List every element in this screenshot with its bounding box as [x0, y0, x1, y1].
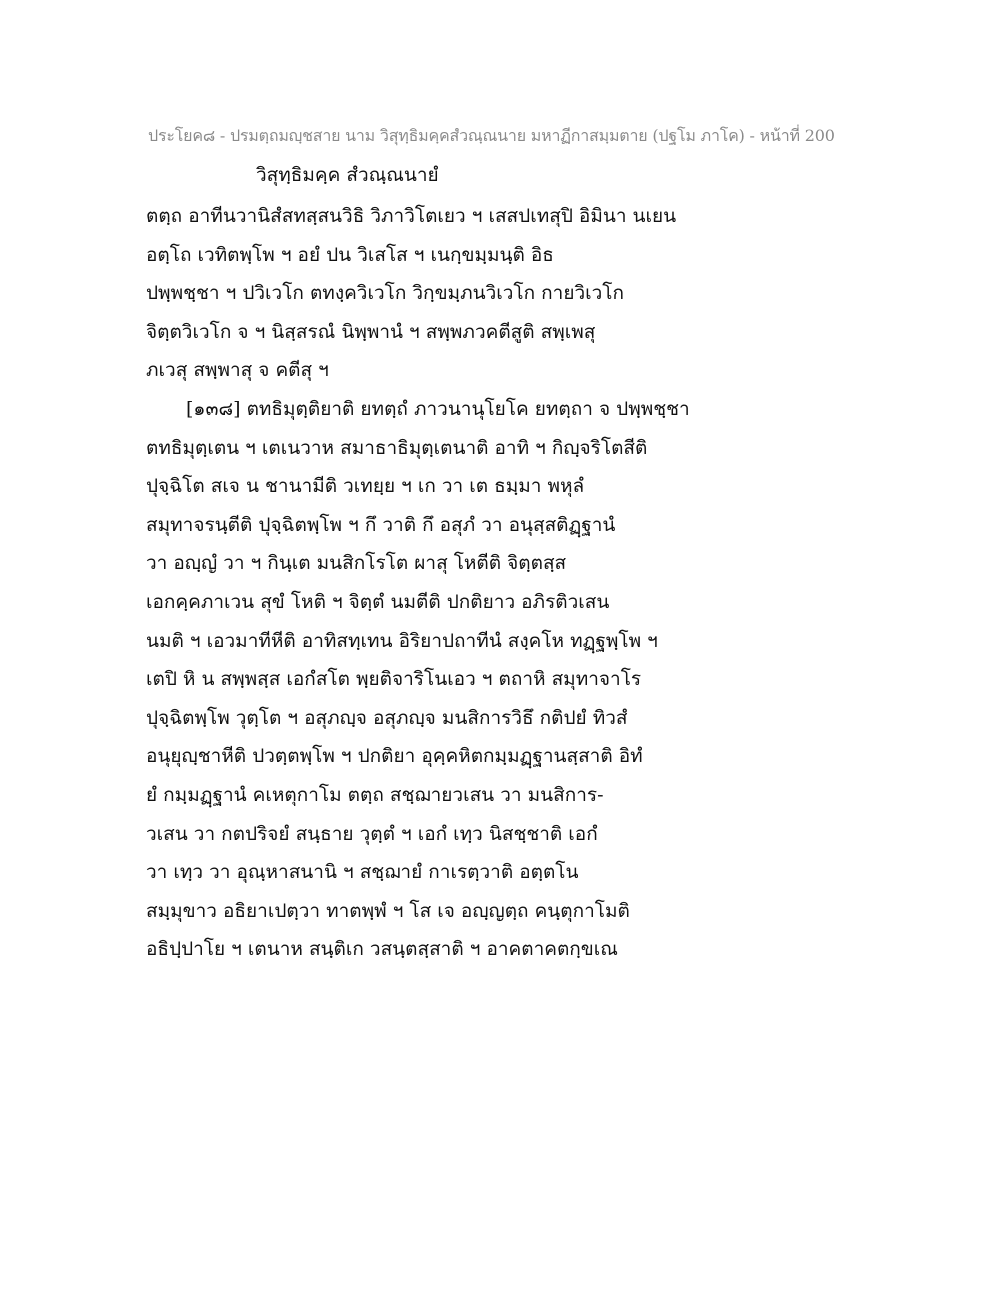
text-line: ปุจฺฉิโต สเจ น ชานามีติ วเทยฺย ฯ เก วา เต ธมฺมา พหุลํ — [146, 475, 585, 498]
text-line: ตทธิมุตฺเตน ฯ เตเนวาห สมาธาธิมุตฺเตนาติ อาทิ ฯ กิญฺจริโตสีติ — [146, 436, 648, 459]
text-line: วา เทฺว วา อุณฺหาสนานิ ฯ สชฺฌายํ กาเรตฺวาติ อตฺตโน — [146, 861, 579, 884]
text-line: ยํ กมฺมฏฺฐานํ คเหตุกาโม ตตฺถ สชฺฌายวเสน วา มนสิการ- — [146, 783, 604, 806]
text-line: สมุทาจรนฺตีติ ปุจฺฉิตพฺโพ ฯ กึ วาติ กึ อสุภํ วา อนุสฺสติฏฺฐานํ — [146, 513, 616, 536]
text-line: ปพฺพชฺชา ฯ ปวิเวโก ตทงฺควิเวโก วิกฺขมฺภนวิเวโก กายวิเวโก — [146, 282, 625, 305]
text-line: อธิปฺปาโย ฯ เตนาห สนฺติเก วสนฺตสฺสาติ ฯ อาคตาคตกฺขเณ — [146, 938, 618, 961]
text-line: วา อญฺญํ วา ฯ กินฺเต มนสิกโรโต ผาสุ โหตีติ จิตฺตสฺส — [146, 552, 567, 575]
text-line: ตตฺถ อาทีนวานิสํสทสฺสนวิธิ วิภาวิโตเยว ฯ เสสปเทสุปิ อิมินา นเยน — [146, 205, 677, 227]
text-line: นมติ ฯ เอวมาทีหีติ อาทิสทฺเทน อิริยาปถาทีนํ สงฺคโห ทฏฺฐพฺโพ ฯ — [146, 629, 658, 652]
text-line: สมฺมุขาว อธิยาเปตฺวา ทาตพฺพํ ฯ โส เจ อญฺญตฺถ คนฺตุกาโมติ — [146, 899, 630, 922]
text-line: ภเวสุ สพฺพาสุ จ คตีสุ ฯ — [146, 359, 329, 382]
text-line: วเสน วา กตปริจยํ สนฺธาย วุตฺตํ ฯ เอกํ เทฺว นิสชฺชาติ เอกํ — [146, 822, 598, 845]
paragraph-start-line: [๑๓๘] ตทธิมุตฺติยาติ ยทตฺถํ ภาวนานุโยโค ยทตฺถา จ ปพฺพชฺชา — [186, 397, 690, 420]
text-line: ปุจฺฉิตพฺโพ วุตฺโต ฯ อสุภญฺจ อสุภญฺจ มนสิการวิธึ กติปยํ ทิวสํ — [146, 706, 628, 729]
text-line: อตฺโถ เวทิตพฺโพ ฯ อยํ ปน วิเสโส ฯ เนกฺขมฺมนฺติ อิธ — [146, 243, 554, 266]
text-line: อนุยุญฺชาหีติ ปวตฺตพฺโพ ฯ ปกติยา อุคฺคหิตกมฺมฏฺฐานสฺสาติ อิทํ — [146, 745, 643, 768]
running-header: ประโยค๘ - ปรมตฺถมญฺชสาย นาม วิสุทฺธิมคฺคสํวณฺณนาย มหาฏีกาสมฺมตาย (ปฐโม ภาโค) - หน้าที่ 200 — [148, 126, 835, 145]
section-title: วิสุทฺธิมคฺค สํวณฺณนายํ — [256, 164, 439, 186]
text-line: เอกคฺคภาเวน สุขํ โหติ ฯ จิตฺตํ นมตีติ ปกติยาว อภิรติวเสน — [146, 590, 610, 613]
text-line: เตปิ หิ น สพฺพสฺส เอกํสโต พฺยติจาริโนเอว ฯ ตถาหิ สมุทาจาโร — [146, 668, 642, 691]
body-text — [146, 197, 866, 969]
text-line: จิตฺตวิเวโก จ ฯ นิสฺสรณํ นิพฺพานํ ฯ สพฺพภวคตีสูติ สพฺเพสุ — [146, 320, 596, 343]
